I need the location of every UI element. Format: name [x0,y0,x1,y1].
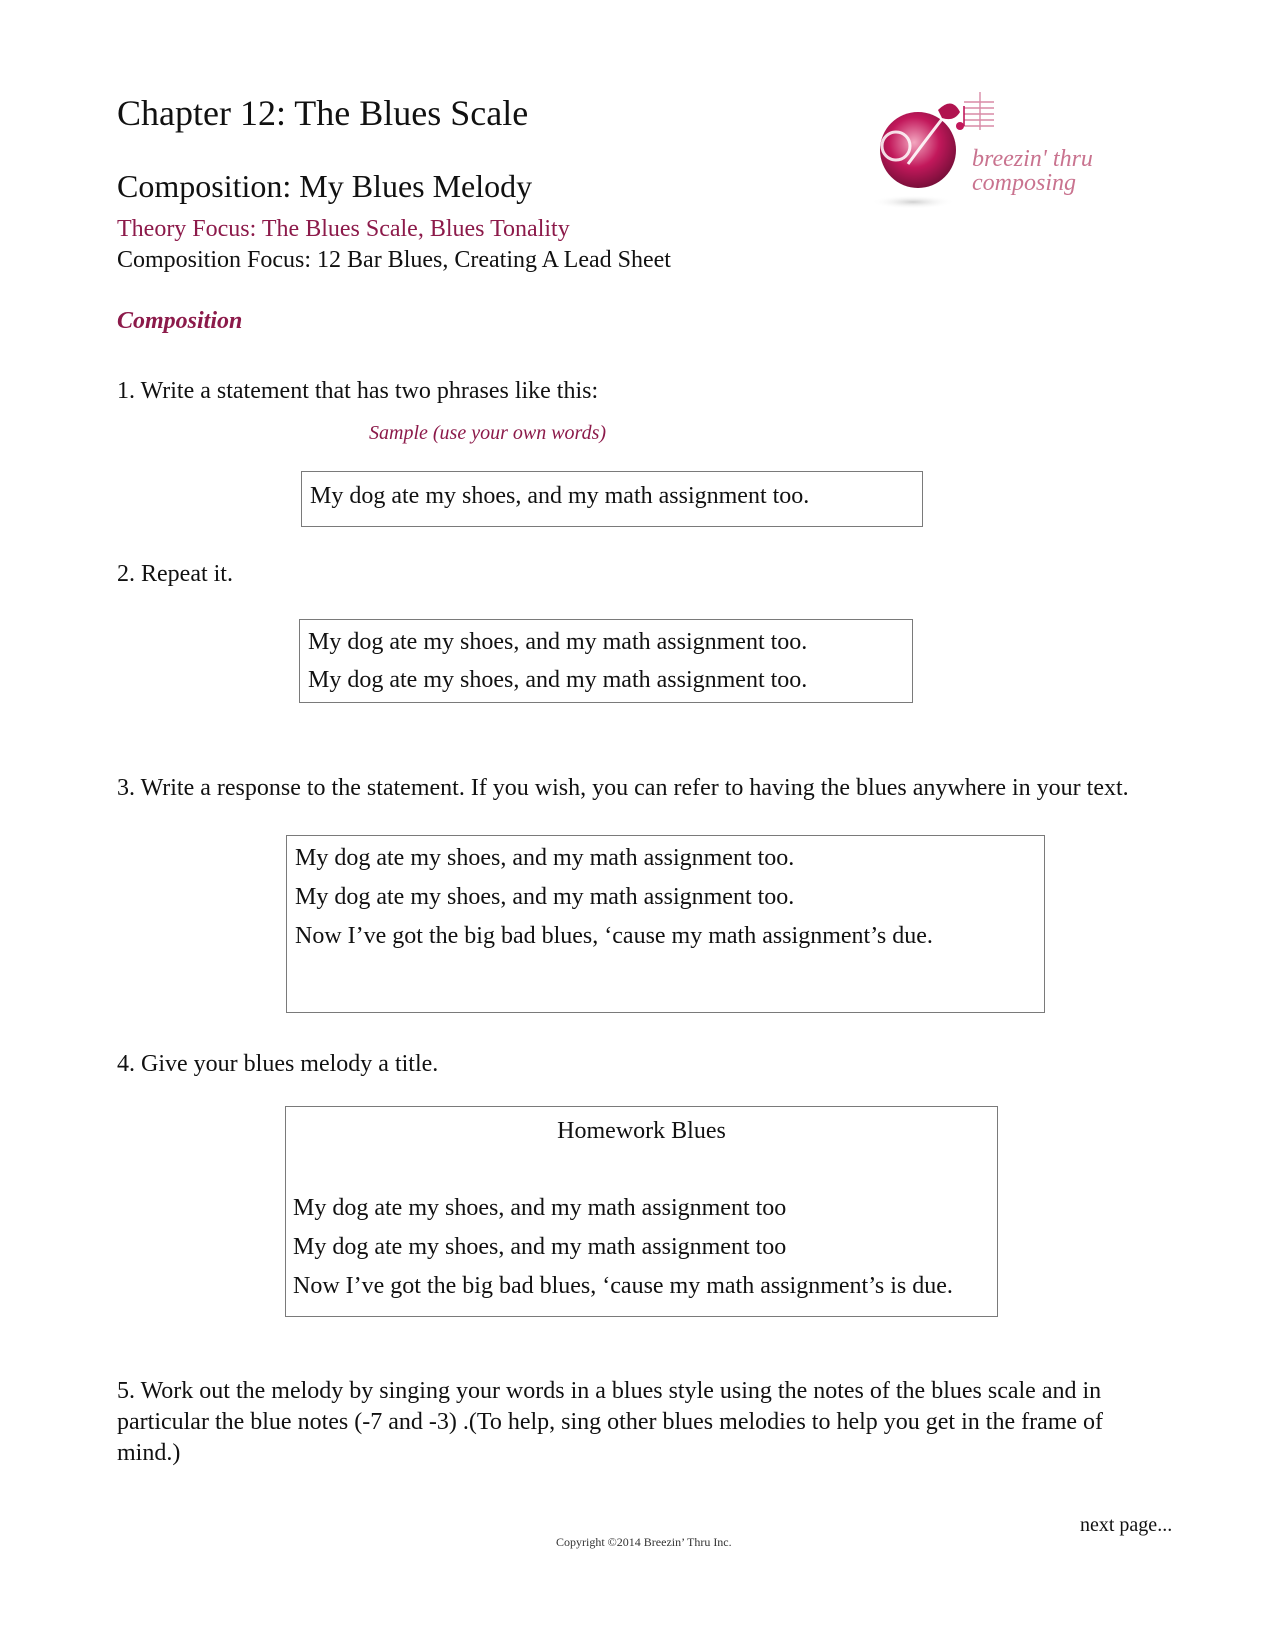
sample-note: Sample (use your own words) [369,422,607,444]
step-3-text: 3. Write a response to the statement. If you wish, you can refer to having the blues anywhere in your text. [117,775,1129,801]
box4-line: My dog ate my shoes, and my math assignment too [293,1195,787,1221]
composition-title: Composition: My Blues Melody [117,168,533,204]
next-page-link[interactable]: next page... [1080,1514,1173,1536]
box3-line: My dog ate my shoes, and my math assignment too. [295,884,795,910]
sample-box-2 [299,619,913,703]
step-5-line: mind.) [117,1440,181,1466]
logo-text-line2: composing [972,170,1076,196]
step-5-line: particular the blue notes (-7 and -3) .(To help, sing other blues melodies to help you get in the frame of [117,1409,1104,1435]
box4-line: Now I’ve got the big bad blues, ‘cause my math assignment’s is due. [293,1273,953,1299]
step-5-line: 5. Work out the melody by singing your words in a blues style using the notes of the blues scale and in [117,1378,1102,1404]
song-title: Homework Blues [557,1118,726,1144]
box2-line: My dog ate my shoes, and my math assignment too. [308,629,808,655]
composition-focus: Composition Focus: 12 Bar Blues, Creating A Lead Sheet [117,247,671,273]
box1-line: My dog ate my shoes, and my math assignment too. [310,483,810,509]
sample-box-3 [286,835,1045,1013]
box3-line: My dog ate my shoes, and my math assignment too. [295,845,795,871]
box2-line: My dog ate my shoes, and my math assignment too. [308,667,808,693]
box4-line: My dog ate my shoes, and my math assignment too [293,1234,787,1260]
chapter-title: Chapter 12: The Blues Scale [117,93,529,133]
section-heading: Composition [117,308,243,334]
copyright-text: Copyright ©2014 Breezin’ Thru Inc. [556,1535,732,1549]
step-2-text: 2. Repeat it. [117,561,233,587]
step-1-text: 1. Write a statement that has two phrases like this: [117,378,599,404]
step-4-text: 4. Give your blues melody a title. [117,1051,439,1077]
theory-focus: Theory Focus: The Blues Scale, Blues Tonality [117,216,570,242]
logo-text-line1: breezin' thru [972,146,1093,172]
box3-line: Now I’ve got the big bad blues, ‘cause my math assignment’s due. [295,923,933,949]
sample-box-1 [301,471,923,527]
sample-box-4 [285,1106,998,1317]
